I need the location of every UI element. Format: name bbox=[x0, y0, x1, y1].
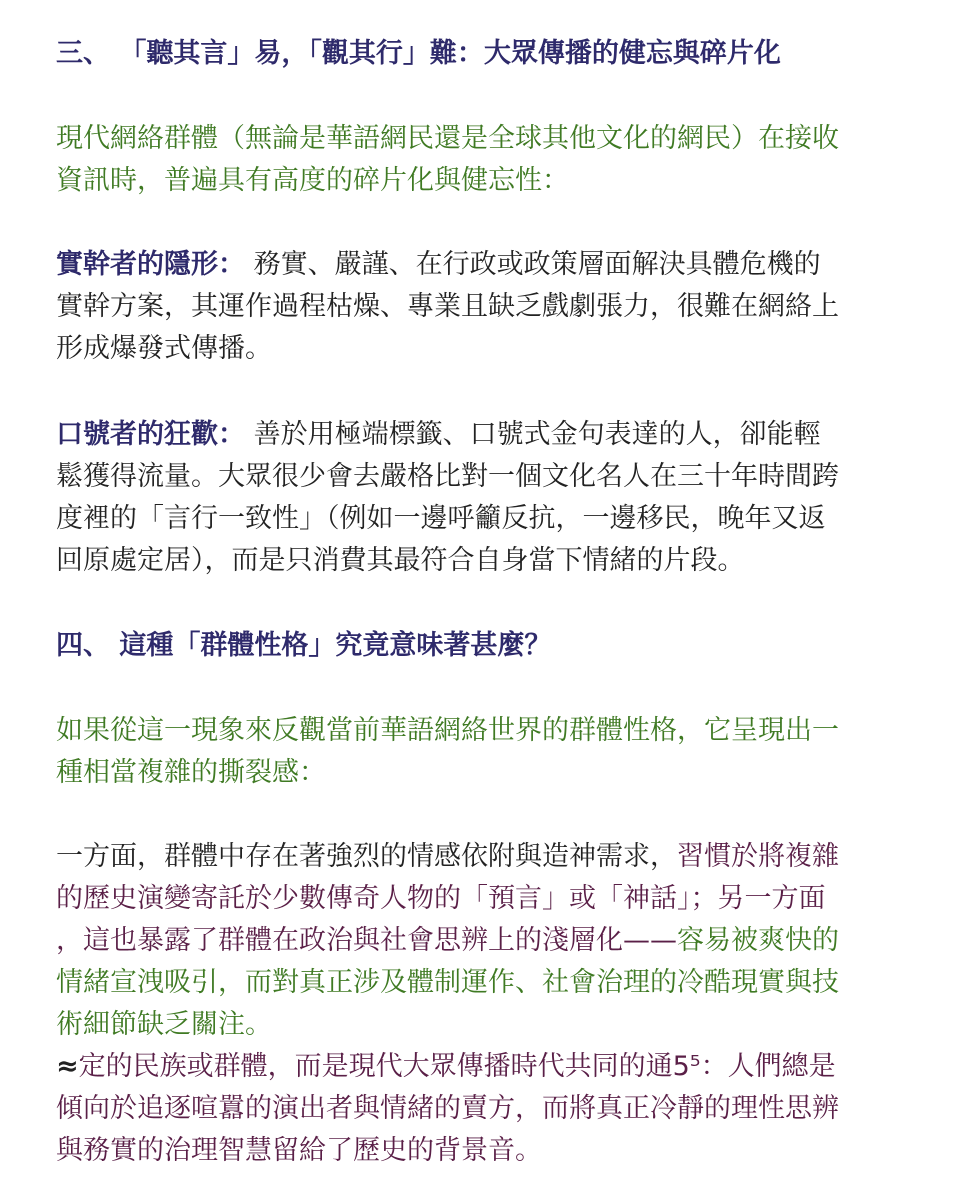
section-4-heading: 四、 這種「群體性格」究竟意味著甚麼？ bbox=[56, 630, 552, 661]
spacer bbox=[56, 794, 916, 836]
point-sloganeers bbox=[56, 414, 916, 582]
body-text: 容易被爽快的 bbox=[677, 925, 839, 956]
body-text: 術細節缺乏關注。 bbox=[56, 1009, 272, 1040]
section-4-intro bbox=[56, 710, 916, 794]
body-text: 的歷史演變寄託於少數傳奇人物的「預言」或「神話」；另一方面 bbox=[56, 883, 826, 914]
spacer bbox=[56, 82, 916, 118]
section-3-heading: 三、 「聽其言」易，「觀其行」難：大眾傳播的健忘與碎片化 bbox=[56, 38, 781, 69]
body-text: 一方面，群體中存在著強烈的情感依附與造神需求， bbox=[56, 841, 677, 872]
intro-line: 如果從這一現象來反觀當前華語網絡世界的群體性格，它呈現出一 bbox=[56, 715, 839, 746]
section-3-intro bbox=[56, 118, 916, 202]
point-text-line: 善於用極端標籤、口號式金句表達的人，卻能輕 bbox=[245, 419, 821, 450]
approx-symbol: ≈ bbox=[56, 1051, 79, 1082]
body-text: 情緒宣洩吸引，而對真正涉及體制運作、社會治理的冷酷現實與技 bbox=[56, 967, 839, 998]
point-text-line: 度裡的「言行一致性」（例如一邊呼籲反抗，一邊移民，晚年又返 bbox=[56, 503, 826, 534]
body-text: 與務實的治理智慧留給了歷史的背景音。 bbox=[56, 1135, 542, 1166]
spacer bbox=[56, 674, 916, 710]
point-text-line: 務實、嚴謹、在行政或政策層面解決具體危機的 bbox=[245, 249, 821, 280]
intro-line: 現代網絡群體（無論是華語網民還是全球其他文化的網民）在接收 bbox=[56, 123, 839, 154]
point-text-line: 回原處定居），而是只消費其最符合自身當下情緒的片段。 bbox=[56, 545, 745, 576]
spacer bbox=[56, 370, 916, 414]
body-text: 定的民族或群體，而是現代大眾傳播時代共同的通5⁵：人們總是 bbox=[78, 1051, 836, 1082]
point-text-line: 實幹方案，其運作過程枯燥、專業且缺乏戲劇張力，很難在網絡上 bbox=[56, 291, 839, 322]
body-text: 傾向於追逐喧囂的演出者與情緒的賣方，而將真正冷靜的理性思辨 bbox=[56, 1093, 839, 1124]
point-label: 口號者的狂歡： bbox=[56, 419, 245, 450]
point-text-line: 鬆獲得流量。大眾很少會去嚴格比對一個文化名人在三十年時間跨 bbox=[56, 461, 839, 492]
section-4-body bbox=[56, 836, 916, 1172]
point-text-line: 形成爆發式傳播。 bbox=[56, 333, 272, 364]
intro-line: 種相當複雜的撕裂感： bbox=[56, 757, 326, 788]
body-text: ，這也暴露了群體在政治與社會思辨上的淺層化—— bbox=[56, 925, 677, 956]
point-label: 實幹者的隱形： bbox=[56, 249, 245, 280]
article-body bbox=[56, 26, 916, 1172]
intro-line: 資訊時，普遍具有高度的碎片化與健忘性： bbox=[56, 165, 569, 196]
point-practitioners bbox=[56, 244, 916, 370]
body-text: 習慣於將複雜 bbox=[677, 841, 839, 872]
spacer bbox=[56, 202, 916, 244]
spacer bbox=[56, 582, 916, 618]
